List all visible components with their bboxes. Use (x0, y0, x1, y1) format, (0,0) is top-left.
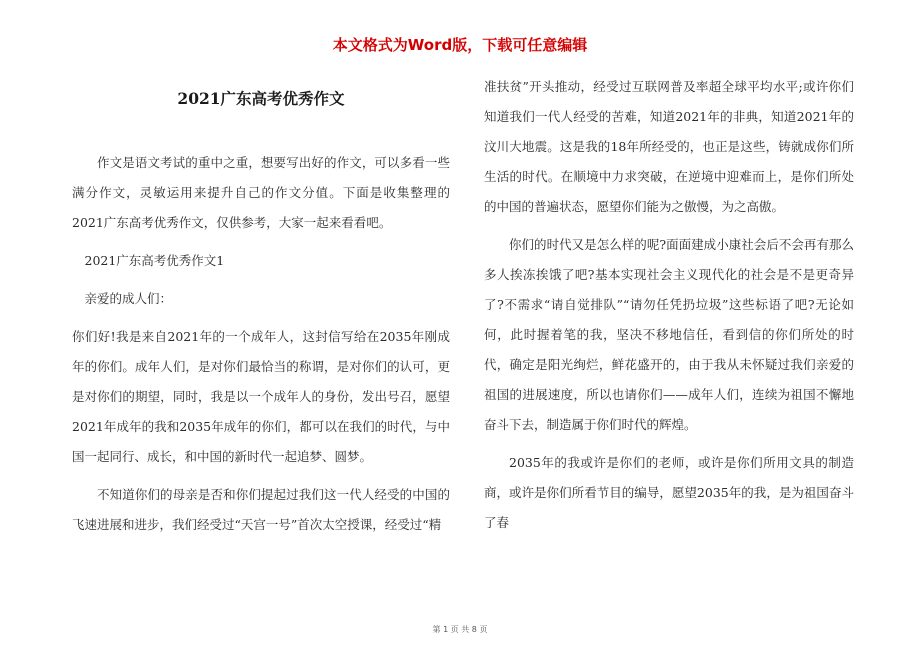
essay-subheading: 2021广东高考优秀作文1 (84, 253, 225, 268)
intro-paragraph: 作文是语文考试的重中之重，想要写出好的作文，可以多看一些满分作文，灵敏运用来提升自己的作文分值。下面是收集整理的2021广东高考优秀作文，仅供参考，大家一起来看看吧。 (72, 155, 450, 230)
letter-greeting: 亲爱的成人们： (84, 291, 173, 306)
body-paragraph-1: 你们好!我是来自2021年的一个成年人，这封信写给在2035年刚成年的你们。成年人们，是对你们最恰当的称谓，是对你们的认可，更是对你们的期望，同时，我是以一个成年人的身份，发出号召，愿望2021年成年的我和2035年成年的你们，都可以在我们的时代，与中国一起同行、成长，和中国的新时代一起追梦、圆梦。 (72, 329, 450, 464)
right-column (484, 72, 854, 546)
body-paragraph-2-continued: 准扶贫”开头推动，经受过互联网普及率超全球平均水平;或许你们知道我们一代人经受的苦难，知道2021年的非典，知道2021年的汶川大地震。这是我的18年所经受的，也正是这些，铸就成你们所生活的时代。在顺境中力求突破，在逆境中迎难而上，是你们所处的中国的普遍状态，愿望你们能为之傲慢，为之高傲。 (484, 79, 854, 214)
body-paragraph-2: 不知道你们的母亲是否和你们提起过我们这一代人经受的中国的飞速进展和进步，我们经受过“天宫一号”首次太空授课，经受过“精 (72, 487, 450, 532)
left-column (72, 72, 450, 548)
body-paragraph-4: 2035年的我或许是你们的老师，或许是你们所用文具的制造商，或许是你们所看节目的编导，愿望2035年的我，是为祖国奋斗了春 (484, 455, 854, 530)
page-number: 第 1 页 共 8 页 (432, 625, 488, 634)
format-banner: 本文格式为Word版，下载可任意编辑 (332, 36, 588, 54)
document-title: 2021广东高考优秀作文 (177, 89, 345, 108)
body-paragraph-3: 你们的时代又是怎么样的呢?面面建成小康社会后不会再有那么多人挨冻挨饿了吧?基本实现社会主义现代化的社会是不是更奇异了?不需求“请自觉排队”“请勿任凭扔垃圾”这些标语了吧?无论如何，此时握着笔的我，坚决不移地信任，看到信的你们所处的时代，确定是阳光绚烂，鲜花盛开的，由于我从未怀疑过我们亲爱的祖国的进展速度，所以也请你们——成年人们，连续为祖国不懈地奋斗下去，制造属于你们时代的辉煌。 (484, 237, 854, 432)
